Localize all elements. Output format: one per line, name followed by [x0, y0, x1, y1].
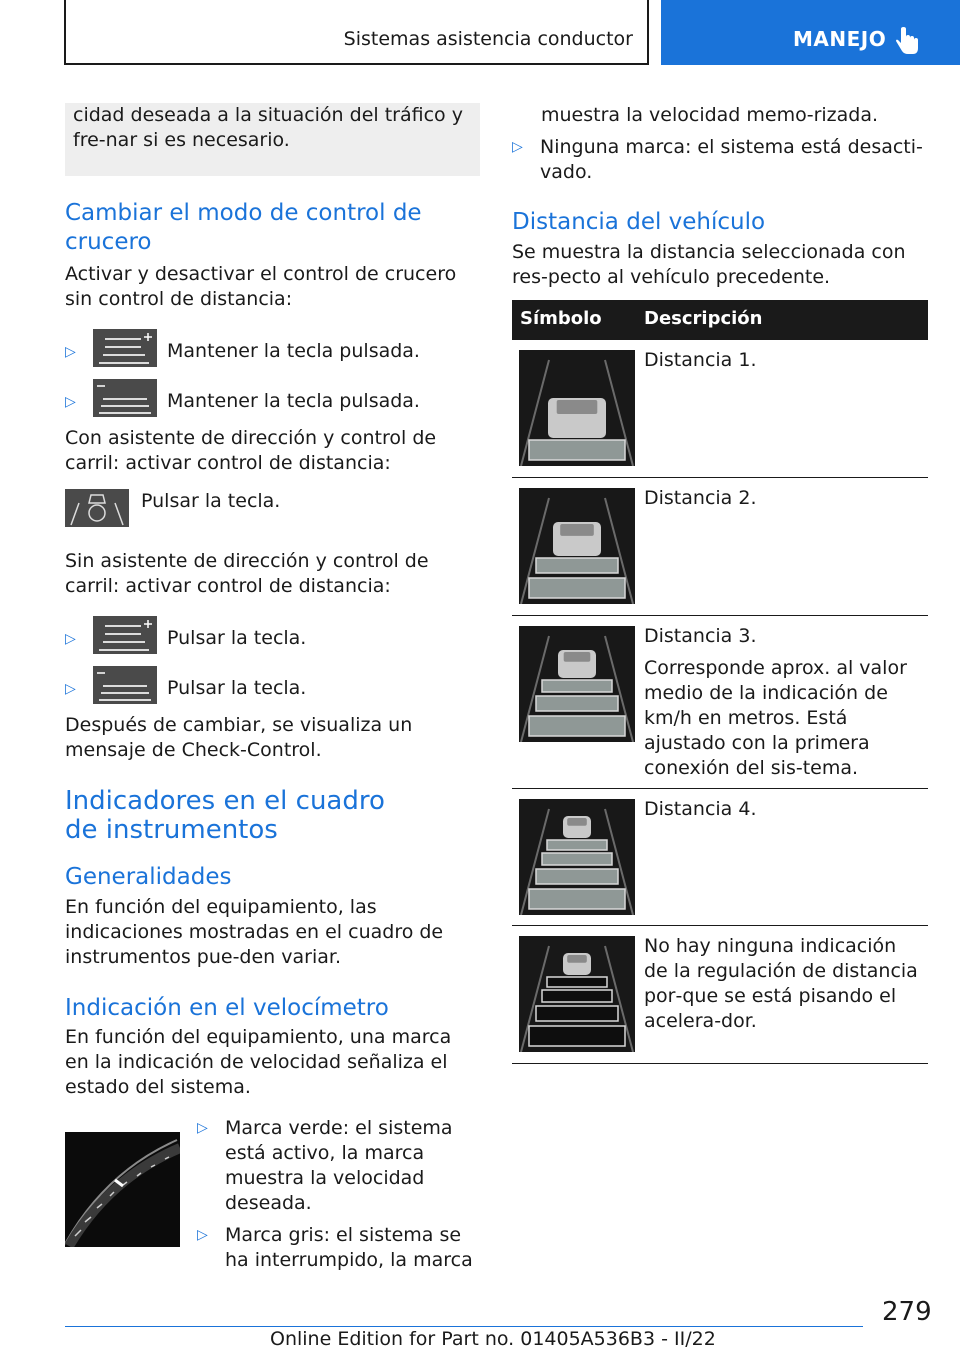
with-assist-text: Con asistente de dirección y control de carril: activar control de distancia:	[65, 427, 437, 474]
speedo-heading: Indicación en el velocímetro	[65, 995, 389, 1021]
edition-text: Online Edition for Part no. 01405A536B3 - II/22	[270, 1328, 716, 1350]
right-column	[512, 103, 928, 1064]
speedo-text: En función del equipamiento, una marca en la indicación de velocidad señaliza el estado del sistema.	[65, 1026, 452, 1098]
column-header-symbol: Símbolo	[520, 308, 602, 329]
lead-car-shape	[563, 816, 591, 838]
description-line: Distancia 1.	[644, 349, 757, 371]
distance-2-icon	[519, 488, 635, 604]
bullet-triangle-icon: ▷	[65, 394, 76, 410]
list-item-text: Ninguna marca: el sistema está desacti‐vado.	[540, 136, 923, 183]
list-item-text: Pulsar la tecla.	[167, 627, 307, 649]
lead-car-shape	[548, 398, 606, 438]
cruise-mode-heading: Cambiar el modo de control de crucero	[65, 200, 422, 255]
distance-heading: Distancia del vehículo	[512, 209, 766, 235]
list-item-text: Marca gris: el sistema se ha interrumpido, la marca	[225, 1224, 473, 1271]
distance-decrease-key-icon	[93, 379, 157, 417]
description-line: Distancia 3.	[644, 625, 757, 647]
continued-note-text: cidad deseada a la situación del tráfico y fre‐nar si es necesario.	[73, 104, 463, 151]
distance-decrease-key-icon	[93, 666, 157, 704]
table-cell-description	[644, 926, 928, 1034]
distance-4-icon	[519, 799, 635, 915]
bullet-triangle-icon: ▷	[512, 139, 523, 155]
bullet-triangle-icon: ▷	[65, 631, 76, 647]
footer-divider	[65, 1326, 863, 1327]
general-heading: Generalidades	[65, 864, 232, 890]
speedo-bullets	[197, 1116, 480, 1280]
bullet-triangle-icon: ▷	[65, 344, 76, 360]
table-row	[512, 926, 928, 1064]
distance-increase-key-icon	[93, 329, 157, 367]
without-assist-text: Sin asistente de dirección y control de carril: activar control de distancia:	[65, 550, 429, 597]
list-item	[65, 379, 480, 426]
description-line: No hay ninguna indicación de la regulación de distancia por‐que se está pisando el acelera‐dor.	[644, 935, 918, 1032]
lead-car-shape	[563, 953, 591, 975]
distance-3-icon	[519, 626, 635, 742]
distance-table	[512, 300, 928, 1064]
distance-none-icon	[519, 936, 635, 1052]
table-cell-description	[644, 789, 928, 822]
header-section-box	[64, 0, 649, 65]
chapter-tab-label: MANEJO	[793, 27, 887, 51]
table-cell-description	[644, 340, 928, 373]
list-item-text: Marca verde: el sistema está activo, la marca muestra la velocidad deseada.	[225, 1117, 453, 1214]
table-cell-description	[644, 616, 928, 781]
bullet-triangle-icon: ▷	[197, 1120, 208, 1136]
table-row	[512, 340, 928, 478]
indicators-heading-line2: de instrumentos	[65, 815, 278, 845]
left-column	[65, 103, 480, 1271]
indicators-heading-line1: Indicadores en el cuadro	[65, 786, 385, 816]
list-item	[65, 329, 480, 379]
lead-car-shape	[553, 522, 601, 556]
description-line: Distancia 4.	[644, 798, 757, 820]
description-line: Distancia 2.	[644, 487, 757, 509]
chapter-tab[interactable]	[661, 0, 960, 65]
page-number: 279	[882, 1297, 932, 1327]
list-item-text: Mantener la tecla pulsada.	[167, 340, 420, 362]
list-item-text: Mantener la tecla pulsada.	[167, 390, 420, 412]
indicators-heading	[65, 787, 480, 845]
steering-assist-key-icon	[65, 489, 129, 527]
table-row	[512, 478, 928, 616]
speedo-block	[65, 1116, 480, 1271]
speedometer-image	[65, 1132, 180, 1247]
list-item-text: Pulsar la tecla.	[167, 677, 307, 699]
table-cell-description	[644, 478, 928, 511]
distance-intro: Se muestra la distancia seleccionada con res‐pecto al vehículo precedente.	[512, 241, 906, 288]
column-header-description: Descripción	[644, 308, 763, 329]
distance-increase-key-icon	[93, 616, 157, 654]
assist-key-text: Pulsar la tecla.	[141, 490, 281, 512]
hand-pointer-icon	[895, 26, 921, 56]
bullet-triangle-icon: ▷	[65, 681, 76, 697]
assist-key-row	[65, 489, 480, 549]
continued-note-box	[65, 103, 480, 176]
list-item	[512, 135, 928, 185]
lead-car-shape	[558, 650, 596, 678]
table-row	[512, 616, 928, 789]
section-title: Sistemas asistencia conductor	[343, 28, 633, 50]
distance-1-icon	[519, 350, 635, 466]
list-item	[65, 666, 480, 713]
after-change-text: Después de cambiar, se visualiza un mensaje de Check-Control.	[65, 714, 413, 761]
general-text: En función del equipamiento, las indicaciones mostradas en el cuadro de instrumentos pue‐den variar.	[65, 896, 444, 968]
list-item	[197, 1116, 480, 1216]
list-item	[197, 1223, 480, 1273]
cruise-mode-intro: Activar y desactivar el control de crucero sin control de distancia:	[65, 263, 457, 310]
description-line: Corresponde aprox. al valor medio de la indicación de km/h en metros. Está ajustado con la primera conexión del sis‐tema.	[644, 657, 907, 779]
bullet-triangle-icon: ▷	[197, 1227, 208, 1243]
table-header	[512, 300, 928, 340]
list-item	[65, 616, 480, 666]
table-row	[512, 789, 928, 926]
continued-bullet-text: muestra la velocidad memo‐rizada.	[541, 104, 879, 126]
